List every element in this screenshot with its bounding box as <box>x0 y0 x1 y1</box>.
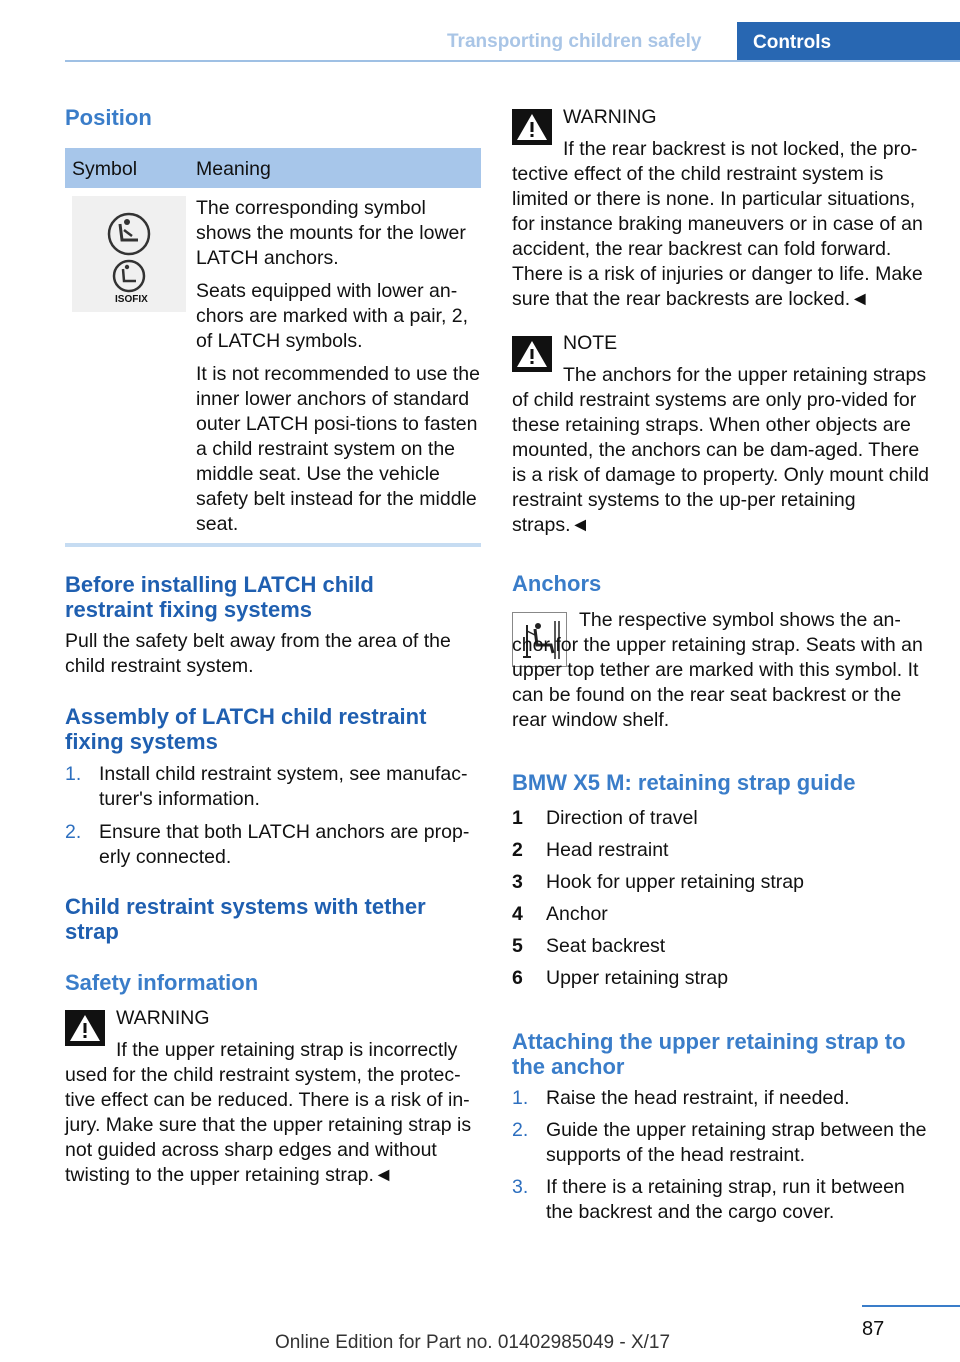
list-item <box>512 870 930 895</box>
list-item <box>512 1175 930 1225</box>
item-text: Upper retaining strap <box>546 967 729 989</box>
item-number: 2 <box>512 839 523 861</box>
step-number: 2. <box>512 1119 529 1141</box>
meaning-paragraph: Seats equipped with lower an-chors are marked with a pair, 2, of LATCH symbols. <box>196 280 469 352</box>
attach-strap-heading: Attaching the upper retaining strap to the anchor <box>512 1029 906 1079</box>
anchors-heading: Anchors <box>512 571 602 596</box>
table-header <box>65 148 481 188</box>
position-heading: Position <box>65 105 152 130</box>
step-text: If there is a retaining strap, run it between the backrest and the cargo cover. <box>546 1176 905 1223</box>
meaning-paragraph: The corresponding symbol shows the mounts for the lower LATCH anchors. <box>196 197 466 269</box>
meaning-paragraph: It is not recommended to use the inner lower anchors of standard outer LATCH posi-tions to fasten a child restraint system on the middle seat. Use the vehicle safety belt instead for the middle seat. <box>196 363 480 535</box>
strap-guide-heading: BMW X5 M: retaining strap guide <box>512 770 856 795</box>
table-col-meaning: Meaning <box>196 158 271 180</box>
step-number: 1. <box>512 1087 529 1109</box>
list-item <box>512 838 930 863</box>
attach-steps <box>512 1086 930 1225</box>
list-item <box>512 966 930 991</box>
warning-label: WARNING <box>563 106 657 128</box>
header-tab-controls <box>737 22 960 62</box>
anchors-text: The respective symbol shows the an-chor for the upper retaining strap. Seats with an upper top tether are marked with this symbol. It can be found on the rear seat backrest or the rear window shelf. <box>512 609 923 731</box>
header-rule <box>65 60 960 62</box>
item-text: Head restraint <box>546 839 669 861</box>
footer-rule <box>862 1305 960 1307</box>
step-number: 2. <box>65 821 82 843</box>
tether-heading: Child restraint systems with tether strap <box>65 894 426 944</box>
warning-text: If the rear backrest is not locked, the pro-tective effect of the child restraint system is limited or there is none. In particular situations, for instance braking maneuvers or in case of an accident, the rear backrest can fold forward. There is a risk of injuries or danger to life. Make sure that the rear backrests are locked.◄ <box>512 138 923 310</box>
header-section-title: Transporting children safely <box>447 31 702 52</box>
item-number: 4 <box>512 903 523 925</box>
header-tab-label: Controls <box>753 32 832 53</box>
table-bottom-rule <box>65 543 481 547</box>
safety-information-heading: Safety information <box>65 970 259 995</box>
warning-label: WARNING <box>116 1007 210 1029</box>
item-text: Seat backrest <box>546 935 666 957</box>
step-number: 1. <box>65 763 82 785</box>
note-text: The anchors for the upper retaining straps of child restraint systems are only pro-vided for these retaining straps. When other objects are mounted, the anchors can be dam-aged. There is a risk of damage to property. Only mount child restraint systems to the up-per retaining straps.◄ <box>512 364 929 536</box>
before-installing-heading: Before installing LATCH child restraint fixing systems <box>65 572 374 622</box>
step-text: Guide the upper retaining strap between the supports of the head restraint. <box>546 1119 927 1166</box>
list-item <box>65 820 481 870</box>
step-text: Ensure that both LATCH anchors are prop-erly connected. <box>99 821 470 868</box>
item-number: 6 <box>512 967 523 989</box>
isofix-label: ISOFIX <box>115 294 148 305</box>
step-text: Raise the head restraint, if needed. <box>546 1087 850 1109</box>
list-item <box>512 934 930 959</box>
step-number: 3. <box>512 1176 529 1198</box>
list-item <box>512 1086 930 1111</box>
list-item <box>512 902 930 927</box>
latch-symbol-image <box>72 196 186 312</box>
item-number: 5 <box>512 935 523 957</box>
list-item <box>512 1118 930 1168</box>
assembly-steps <box>65 762 481 870</box>
assembly-heading: Assembly of LATCH child restraint fixing systems <box>65 704 427 754</box>
item-text: Direction of travel <box>546 807 698 829</box>
item-text: Hook for upper retaining strap <box>546 871 804 893</box>
strap-guide-list <box>512 806 930 991</box>
note-label: NOTE <box>563 332 618 354</box>
item-number: 3 <box>512 871 523 893</box>
item-text: Anchor <box>546 903 608 925</box>
warning-text: If the upper retaining strap is incorrectly used for the child restraint system, the protec-tive effect can be reduced. There is a risk of in-jury. Make sure that the upper retaining strap is not guided across sharp edges and without twisting to the upper retaining strap.◄ <box>65 1039 472 1186</box>
page-number: 87 <box>862 1318 885 1340</box>
list-item <box>65 762 481 812</box>
online-edition: Online Edition for Part no. 01402985049 - X/17 <box>275 1332 671 1353</box>
table-meaning-cell <box>196 196 480 537</box>
step-text: Install child restraint system, see manufac-turer's information. <box>99 763 468 810</box>
before-installing-text: Pull the safety belt away from the area of the child restraint system. <box>65 630 451 677</box>
list-item <box>512 806 930 831</box>
item-number: 1 <box>512 807 523 829</box>
table-col-symbol: Symbol <box>72 158 138 180</box>
